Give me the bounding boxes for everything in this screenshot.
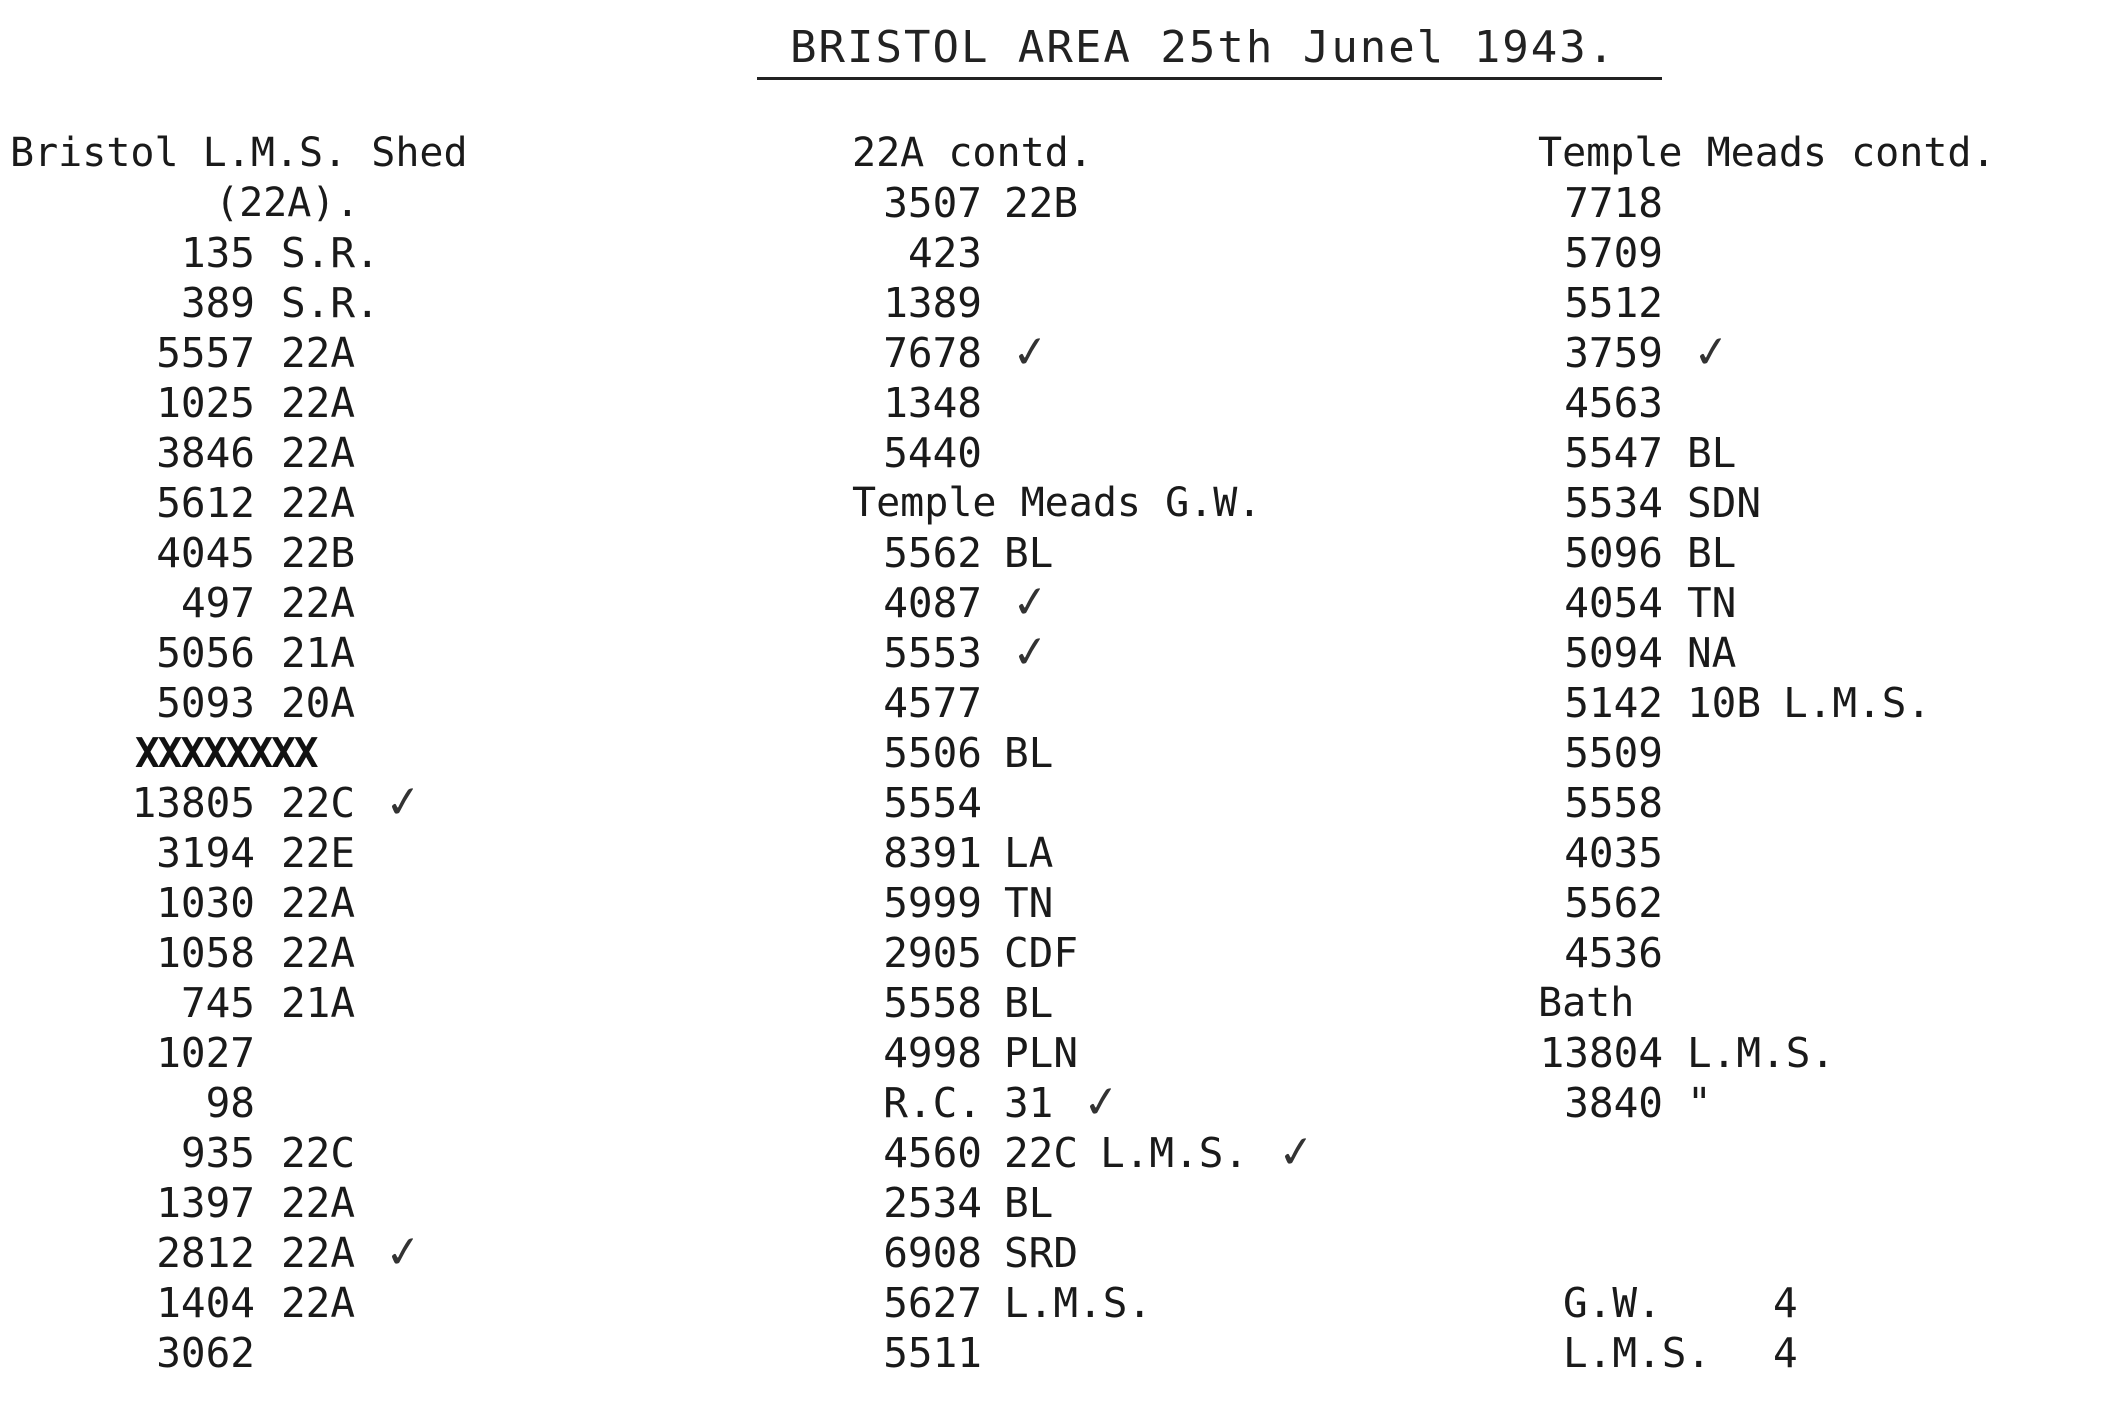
check-mark-icon: ✓	[1690, 325, 1733, 380]
locomotive-number: 5554	[883, 779, 982, 827]
entry-row	[852, 828, 1315, 878]
locomotive-number: 5056	[156, 629, 255, 677]
shed-code: CDF	[1004, 929, 1079, 977]
summary-row	[1563, 1328, 1798, 1378]
entry-row	[10, 428, 468, 478]
shed-code: BL	[1004, 529, 1054, 577]
locomotive-number: 135	[180, 229, 255, 277]
shed-code: 10B	[1687, 679, 1762, 727]
entry-row	[10, 828, 468, 878]
locomotive-number: 3759	[1564, 329, 1663, 377]
shed-code: "	[1687, 1079, 1712, 1127]
entry-row	[1538, 728, 1996, 778]
locomotive-number: 8391	[883, 829, 982, 877]
entry-row	[852, 878, 1315, 928]
locomotive-number: 1025	[156, 379, 255, 427]
shed-code: 22A	[281, 929, 356, 977]
shed-code: 22B	[1004, 179, 1079, 227]
check-mark-icon: ✓	[382, 1225, 425, 1280]
entry-row	[852, 1228, 1315, 1278]
locomotive-number: 389	[180, 279, 255, 327]
section-heading: Bath	[1538, 980, 1635, 1026]
locomotive-number: 1030	[156, 879, 255, 927]
entry-row	[852, 1328, 1315, 1378]
entry-row	[1538, 278, 1996, 328]
locomotive-number: 4536	[1564, 929, 1663, 977]
shed-code: 22A	[281, 479, 356, 527]
entry-row	[1538, 428, 1996, 478]
entry-row	[1538, 628, 1996, 678]
entry-row	[10, 928, 468, 978]
locomotive-number: 5093	[156, 679, 255, 727]
locomotive-number: 4045	[156, 529, 255, 577]
locomotive-number: 5096	[1564, 529, 1663, 577]
summary-value: 4	[1773, 1279, 1798, 1327]
locomotive-number: 5547	[1564, 429, 1663, 477]
entry-row	[1538, 1028, 1996, 1078]
entry-list	[10, 775, 468, 1378]
shed-code: BL	[1004, 1179, 1054, 1227]
entry-row	[10, 1078, 468, 1128]
shed-code: TN	[1004, 879, 1054, 927]
locomotive-number: 5511	[883, 1329, 982, 1377]
check-mark-icon: ✓	[1009, 625, 1052, 680]
shed-code: 21A	[281, 979, 356, 1027]
locomotive-number: 3194	[156, 829, 255, 877]
locomotive-number: 1348	[883, 379, 982, 427]
locomotive-number: 5709	[1564, 229, 1663, 277]
locomotive-number: 1027	[156, 1029, 255, 1077]
check-mark-icon: ✓	[1009, 575, 1052, 630]
locomotive-number: 4563	[1564, 379, 1663, 427]
locomotive-number: 3507	[883, 179, 982, 227]
entry-row	[852, 228, 1315, 278]
column-22a-contd	[852, 128, 1318, 1378]
title-underline	[757, 77, 1662, 80]
shed-code: BL	[1004, 729, 1054, 777]
entry-row	[10, 978, 468, 1028]
entry-row	[10, 528, 468, 578]
locomotive-number: 5506	[883, 729, 982, 777]
entry-row	[10, 628, 468, 678]
entry-row	[852, 978, 1315, 1028]
shed-code: 22E	[281, 829, 356, 877]
locomotive-number: 13804	[1539, 1029, 1663, 1077]
shed-code: 21A	[281, 629, 356, 677]
entry-list	[852, 178, 1315, 478]
locomotive-number: 3846	[156, 429, 255, 477]
locomotive-number: 4035	[1564, 829, 1663, 877]
locomotive-number: 13805	[131, 779, 255, 827]
locomotive-number: 4054	[1564, 579, 1663, 627]
shed-code: 22A	[281, 379, 356, 427]
locomotive-number: 1404	[156, 1279, 255, 1327]
shed-code: 31	[1004, 1079, 1054, 1127]
column-temple-meads-contd	[1538, 128, 1996, 1128]
entry-row	[852, 325, 1315, 380]
locomotive-number: 5142	[1564, 679, 1663, 727]
locomotive-number: 4998	[883, 1029, 982, 1077]
shed-code: NA	[1687, 629, 1737, 677]
locomotive-number: 5509	[1564, 729, 1663, 777]
entry-row	[10, 578, 468, 628]
entry-row	[1538, 178, 1996, 228]
locomotive-number: 5094	[1564, 629, 1663, 677]
locomotive-number: 5612	[156, 479, 255, 527]
shed-code: S.R.	[281, 279, 380, 327]
entry-row	[10, 1178, 468, 1228]
entry-row	[1538, 928, 1996, 978]
locomotive-number: 745	[180, 979, 255, 1027]
entry-list	[10, 228, 468, 728]
summary-row	[1563, 1278, 1798, 1328]
entry-row	[852, 428, 1315, 478]
entry-row	[852, 625, 1315, 680]
shed-code: L.M.S.	[1004, 1279, 1153, 1327]
entry-row	[10, 1278, 468, 1328]
shed-code: 22C	[281, 779, 356, 827]
entry-row	[10, 775, 468, 830]
locomotive-number: 5558	[1564, 779, 1663, 827]
entry-row	[10, 328, 468, 378]
shed-code: LA	[1004, 829, 1054, 877]
entry-row	[852, 528, 1315, 578]
check-mark-icon: ✓	[1275, 1125, 1318, 1180]
locomotive-number: 5553	[883, 629, 982, 677]
entry-row	[852, 1178, 1315, 1228]
railway-note: L.M.S.	[1100, 1129, 1249, 1177]
locomotive-number: 4577	[883, 679, 982, 727]
column-heading: Temple Meads contd.	[1538, 130, 1996, 176]
locomotive-number: 4560	[883, 1129, 982, 1177]
entry-row	[1538, 325, 1996, 380]
entry-row	[1538, 678, 1996, 728]
locomotive-number: 1397	[156, 1179, 255, 1227]
shed-code: S.R.	[281, 229, 380, 277]
shed-code: 22C	[1004, 1129, 1079, 1177]
entry-row	[852, 178, 1315, 228]
entry-row	[10, 378, 468, 428]
shed-code: TN	[1687, 579, 1737, 627]
locomotive-number: 3062	[156, 1329, 255, 1377]
locomotive-number: 5627	[883, 1279, 982, 1327]
page-title: BRISTOL AREA 25th Junel 1943.	[790, 22, 1617, 73]
entry-row	[1538, 228, 1996, 278]
entry-row	[1538, 778, 1996, 828]
entry-row	[10, 478, 468, 528]
locomotive-number: 1389	[883, 279, 982, 327]
check-mark-icon: ✓	[382, 775, 425, 830]
entry-row	[852, 728, 1315, 778]
locomotive-number: 3840	[1564, 1079, 1663, 1127]
shed-code: BL	[1004, 979, 1054, 1027]
shed-code: L.M.S.	[1687, 1029, 1836, 1077]
entry-row	[10, 1128, 468, 1178]
shed-code: SRD	[1004, 1229, 1079, 1277]
column-heading: 22A contd.	[852, 130, 1093, 176]
locomotive-number: 5562	[883, 529, 982, 577]
entry-row	[1538, 578, 1996, 628]
shed-code: 22A	[281, 879, 356, 927]
summary-label: G.W.	[1563, 1279, 1662, 1327]
entry-row	[10, 678, 468, 728]
locomotive-number: 4087	[883, 579, 982, 627]
locomotive-number: R.C.	[883, 1079, 982, 1127]
shed-code: 22A	[281, 579, 356, 627]
locomotive-number: 2905	[883, 929, 982, 977]
entry-row	[852, 1278, 1315, 1328]
shed-code: SDN	[1687, 479, 1762, 527]
struck-entry	[10, 728, 468, 778]
locomotive-number: 5512	[1564, 279, 1663, 327]
locomotive-number: 6908	[883, 1229, 982, 1277]
shed-code: 22A	[281, 1279, 356, 1327]
locomotive-number: 497	[180, 579, 255, 627]
section-heading: Temple Meads G.W.	[852, 480, 1262, 526]
column-bristol-lms-shed	[10, 128, 468, 1378]
locomotive-number: 5558	[883, 979, 982, 1027]
summary-value: 4	[1773, 1329, 1798, 1377]
shed-code: BL	[1687, 529, 1737, 577]
locomotive-number: 2534	[883, 1179, 982, 1227]
locomotive-number: 2812	[156, 1229, 255, 1277]
entry-row	[1538, 478, 1996, 528]
column-heading: Bristol L.M.S. Shed	[10, 130, 468, 176]
shed-code: 22A	[281, 1229, 356, 1277]
entry-row	[10, 878, 468, 928]
locomotive-number: 7678	[883, 329, 982, 377]
summary-label: L.M.S.	[1563, 1329, 1712, 1377]
locomotive-number: 1058	[156, 929, 255, 977]
entry-row	[1538, 378, 1996, 428]
shed-code: 22A	[281, 1179, 356, 1227]
shed-code: 22A	[281, 429, 356, 477]
locomotive-number: 935	[180, 1129, 255, 1177]
entry-row	[10, 228, 468, 278]
entry-row	[10, 1328, 468, 1378]
entry-row	[10, 1225, 468, 1280]
shed-code: 22A	[281, 329, 356, 377]
locomotive-number: 423	[907, 229, 982, 277]
entry-row	[852, 378, 1315, 428]
entry-row	[852, 278, 1315, 328]
entry-row	[852, 678, 1315, 728]
check-mark-icon: ✓	[1080, 1075, 1123, 1130]
entry-row	[1538, 828, 1996, 878]
locomotive-number: 5999	[883, 879, 982, 927]
entry-row	[852, 575, 1315, 630]
entry-list	[852, 528, 1318, 1378]
entry-row	[852, 1075, 1315, 1130]
entry-row	[1538, 878, 1996, 928]
entry-row	[852, 928, 1315, 978]
entry-list	[1538, 178, 1996, 978]
entry-row	[1538, 528, 1996, 578]
shed-code: PLN	[1004, 1029, 1079, 1077]
entry-row	[852, 1125, 1318, 1180]
struck-text: XXXXXXXX	[135, 729, 317, 777]
column-subheading: (22A).	[215, 180, 360, 226]
locomotive-number: 98	[205, 1079, 255, 1127]
locomotive-number: 5534	[1564, 479, 1663, 527]
railway-note: L.M.S.	[1783, 679, 1932, 727]
shed-code: 22B	[281, 529, 356, 577]
entry-list	[1538, 1028, 1996, 1128]
locomotive-number: 5440	[883, 429, 982, 477]
check-mark-icon: ✓	[1009, 325, 1052, 380]
locomotive-number: 5557	[156, 329, 255, 377]
shed-code: BL	[1687, 429, 1737, 477]
locomotive-number: 7718	[1564, 179, 1663, 227]
entry-row	[852, 778, 1315, 828]
entry-row	[1538, 1078, 1996, 1128]
summary-totals	[1563, 1278, 1798, 1378]
shed-code: 22C	[281, 1129, 356, 1177]
shed-code: 20A	[281, 679, 356, 727]
entry-row	[10, 1028, 468, 1078]
locomotive-number: 5562	[1564, 879, 1663, 927]
entry-row	[10, 278, 468, 328]
entry-row	[852, 1028, 1315, 1078]
